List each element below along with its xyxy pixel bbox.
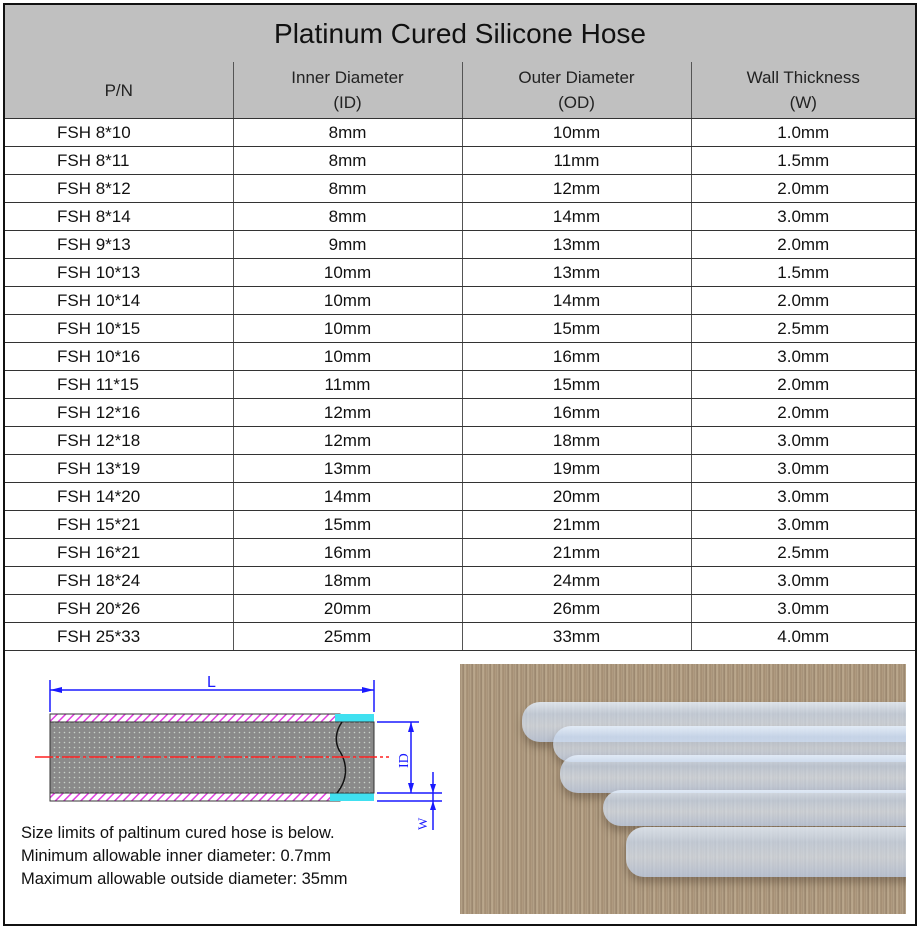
- cell-pn: FSH 10*15: [5, 315, 233, 343]
- bottom-section: [5, 648, 915, 924]
- cell-outer-diameter: 10mm: [462, 119, 691, 147]
- cell-pn: FSH 12*16: [5, 399, 233, 427]
- cell-pn: FSH 16*21: [5, 539, 233, 567]
- cell-inner-diameter: 8mm: [233, 119, 462, 147]
- cell-pn: FSH 18*24: [5, 567, 233, 595]
- cell-pn: FSH 8*12: [5, 175, 233, 203]
- cell-outer-diameter: 18mm: [462, 427, 691, 455]
- cell-pn: FSH 25*33: [5, 623, 233, 651]
- cell-wall-thickness: 4.0mm: [691, 623, 915, 651]
- cell-inner-diameter: 10mm: [233, 287, 462, 315]
- table-row: [5, 455, 915, 483]
- cell-wall-thickness: 2.5mm: [691, 539, 915, 567]
- table-row: [5, 119, 915, 147]
- cell-outer-diameter: 13mm: [462, 231, 691, 259]
- cell-inner-diameter: 12mm: [233, 399, 462, 427]
- cell-inner-diameter: 12mm: [233, 427, 462, 455]
- cell-wall-thickness: 2.0mm: [691, 287, 915, 315]
- cell-pn: FSH 9*13: [5, 231, 233, 259]
- table-row: [5, 427, 915, 455]
- cell-outer-diameter: 24mm: [462, 567, 691, 595]
- cell-wall-thickness: 1.0mm: [691, 119, 915, 147]
- cell-outer-diameter: 12mm: [462, 175, 691, 203]
- header-pn: P/N: [5, 62, 233, 119]
- cell-wall-thickness: 3.0mm: [691, 427, 915, 455]
- cell-inner-diameter: 14mm: [233, 483, 462, 511]
- spec-table: [5, 62, 915, 651]
- cell-inner-diameter: 20mm: [233, 595, 462, 623]
- header-outer-diameter: Outer Diameter (OD): [462, 62, 691, 119]
- cell-pn: FSH 10*14: [5, 287, 233, 315]
- table-row: [5, 287, 915, 315]
- spec-sheet: [3, 3, 917, 926]
- table-row: [5, 315, 915, 343]
- table-row: [5, 231, 915, 259]
- cell-wall-thickness: 2.0mm: [691, 371, 915, 399]
- table-row: [5, 567, 915, 595]
- hose-tube: [560, 755, 906, 793]
- cell-wall-thickness: 2.0mm: [691, 175, 915, 203]
- cell-pn: FSH 10*13: [5, 259, 233, 287]
- cell-inner-diameter: 13mm: [233, 455, 462, 483]
- cell-wall-thickness: 2.0mm: [691, 231, 915, 259]
- cell-pn: FSH 11*15: [5, 371, 233, 399]
- cell-inner-diameter: 18mm: [233, 567, 462, 595]
- cell-pn: FSH 12*18: [5, 427, 233, 455]
- cell-inner-diameter: 8mm: [233, 175, 462, 203]
- table-row: [5, 623, 915, 651]
- header-wall-thickness: Wall Thickness (W): [691, 62, 915, 119]
- cell-outer-diameter: 19mm: [462, 455, 691, 483]
- cell-wall-thickness: 2.0mm: [691, 399, 915, 427]
- cell-inner-diameter: 11mm: [233, 371, 462, 399]
- table-row: [5, 175, 915, 203]
- table-row: [5, 203, 915, 231]
- hose-tube: [626, 827, 906, 877]
- cell-wall-thickness: 3.0mm: [691, 455, 915, 483]
- table-row: [5, 483, 915, 511]
- cell-wall-thickness: 3.0mm: [691, 595, 915, 623]
- header-inner-diameter: Inner Diameter (ID): [233, 62, 462, 119]
- table-row: [5, 595, 915, 623]
- cell-pn: FSH 8*10: [5, 119, 233, 147]
- cell-inner-diameter: 25mm: [233, 623, 462, 651]
- table-row: [5, 399, 915, 427]
- cell-wall-thickness: 3.0mm: [691, 511, 915, 539]
- note-line: Minimum allowable inner diameter: 0.7mm: [21, 847, 331, 865]
- cell-outer-diameter: 26mm: [462, 595, 691, 623]
- page-title: Platinum Cured Silicone Hose: [5, 5, 915, 63]
- cell-wall-thickness: 3.0mm: [691, 483, 915, 511]
- table-row: [5, 539, 915, 567]
- cell-inner-diameter: 16mm: [233, 539, 462, 567]
- id-label: ID: [397, 753, 412, 768]
- note-line: Maximum allowable outside diameter: 35mm: [21, 870, 348, 888]
- hose-photo: [460, 664, 906, 914]
- cell-outer-diameter: 16mm: [462, 343, 691, 371]
- cell-pn: FSH 8*14: [5, 203, 233, 231]
- table-row: [5, 511, 915, 539]
- cell-outer-diameter: 21mm: [462, 511, 691, 539]
- cell-wall-thickness: 1.5mm: [691, 259, 915, 287]
- cell-wall-thickness: 3.0mm: [691, 203, 915, 231]
- cell-wall-thickness: 1.5mm: [691, 147, 915, 175]
- table-row: [5, 147, 915, 175]
- cell-outer-diameter: 33mm: [462, 623, 691, 651]
- cell-pn: FSH 13*19: [5, 455, 233, 483]
- cell-pn: FSH 8*11: [5, 147, 233, 175]
- cell-inner-diameter: 10mm: [233, 259, 462, 287]
- cell-outer-diameter: 20mm: [462, 483, 691, 511]
- table-row: [5, 259, 915, 287]
- cell-inner-diameter: 10mm: [233, 315, 462, 343]
- cell-wall-thickness: 2.5mm: [691, 315, 915, 343]
- cell-outer-diameter: 14mm: [462, 287, 691, 315]
- cell-pn: FSH 15*21: [5, 511, 233, 539]
- cell-inner-diameter: 10mm: [233, 343, 462, 371]
- table-row: [5, 343, 915, 371]
- hose-tube: [603, 790, 906, 826]
- cell-outer-diameter: 16mm: [462, 399, 691, 427]
- cell-inner-diameter: 15mm: [233, 511, 462, 539]
- cell-outer-diameter: 11mm: [462, 147, 691, 175]
- table-header-row: [5, 62, 915, 119]
- cell-inner-diameter: 9mm: [233, 231, 462, 259]
- size-limit-notes: [21, 822, 347, 891]
- cell-outer-diameter: 21mm: [462, 539, 691, 567]
- cell-outer-diameter: 14mm: [462, 203, 691, 231]
- cell-outer-diameter: 13mm: [462, 259, 691, 287]
- cell-wall-thickness: 3.0mm: [691, 343, 915, 371]
- cell-pn: FSH 10*16: [5, 343, 233, 371]
- cell-wall-thickness: 3.0mm: [691, 567, 915, 595]
- cell-pn: FSH 20*26: [5, 595, 233, 623]
- table-row: [5, 371, 915, 399]
- note-line: Size limits of paltinum cured hose is below.: [21, 824, 335, 842]
- cell-inner-diameter: 8mm: [233, 203, 462, 231]
- wall-label: W: [415, 817, 430, 830]
- length-label: L: [207, 674, 216, 691]
- hose-dimension-diagram: [17, 660, 447, 830]
- cell-outer-diameter: 15mm: [462, 315, 691, 343]
- cell-outer-diameter: 15mm: [462, 371, 691, 399]
- cell-pn: FSH 14*20: [5, 483, 233, 511]
- cell-inner-diameter: 8mm: [233, 147, 462, 175]
